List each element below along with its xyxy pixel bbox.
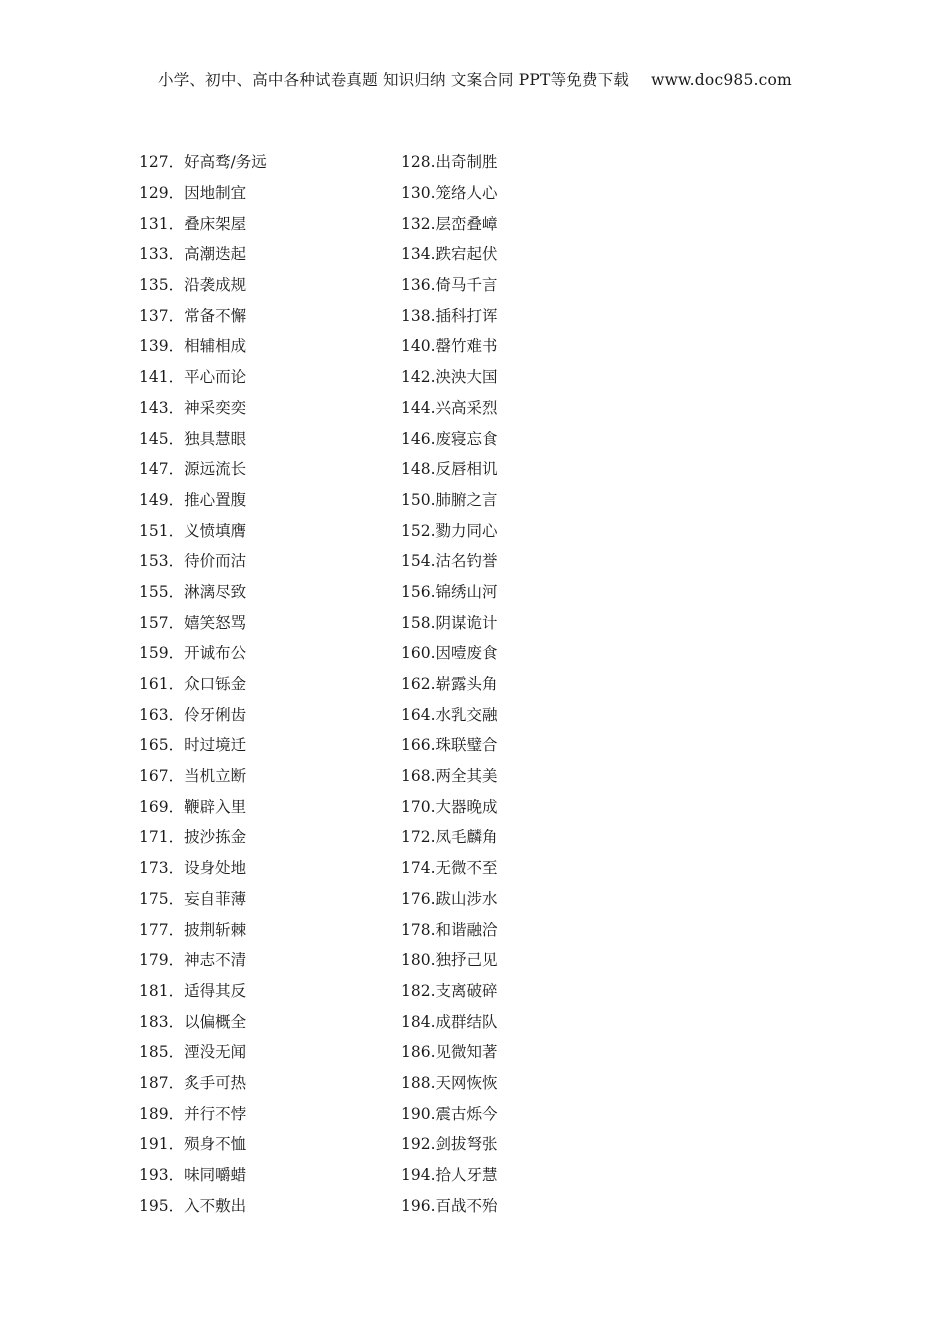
- idiom-left: 137．常备不懈: [139, 306, 247, 325]
- idiom-left: 189．并行不悖: [139, 1104, 247, 1123]
- idiom-right: 194.拾人牙慧: [401, 1166, 498, 1185]
- page-header: [0, 68, 950, 90]
- list-item: [139, 944, 559, 975]
- list-item: [139, 1036, 559, 1067]
- idiom-left: 185．湮没无闻: [139, 1043, 247, 1062]
- idiom-left: 145．独具慧眼: [139, 429, 247, 448]
- list-item: [139, 238, 559, 269]
- idiom-right: 186.见微知著: [401, 1043, 498, 1062]
- idiom-left: 131．叠床架屋: [139, 214, 247, 233]
- list-item: [139, 1189, 559, 1220]
- list-item: [139, 299, 559, 330]
- idiom-right: 172.凤毛麟角: [401, 828, 498, 847]
- idiom-left: 129．因地制宜: [139, 184, 247, 203]
- idiom-left: 193．味同嚼蜡: [139, 1166, 247, 1185]
- idiom-right: 144.兴高采烈: [401, 398, 498, 417]
- list-item: [139, 913, 559, 944]
- idiom-list: [139, 146, 559, 1220]
- idiom-left: 163．伶牙俐齿: [139, 705, 247, 724]
- list-item: [139, 576, 559, 607]
- idiom-right: 178.和谐融洽: [401, 920, 498, 939]
- idiom-right: 152.勠力同心: [401, 521, 498, 540]
- idiom-right: 182.支离破碎: [401, 981, 498, 1000]
- list-item: [139, 1005, 559, 1036]
- list-item: [139, 177, 559, 208]
- idiom-right: 180.独抒己见: [401, 951, 498, 970]
- list-item: [139, 1067, 559, 1098]
- idiom-left: 181．适得其反: [139, 981, 247, 1000]
- idiom-right: 170.大器晚成: [401, 797, 498, 816]
- idiom-right: 138.插科打诨: [401, 306, 498, 325]
- idiom-left: 171．披沙拣金: [139, 828, 247, 847]
- idiom-right: 146.废寝忘食: [401, 429, 498, 448]
- idiom-right: 130.笼络人心: [401, 184, 498, 203]
- idiom-left: 179．神志不清: [139, 951, 247, 970]
- list-item: [139, 422, 559, 453]
- list-item: [139, 1097, 559, 1128]
- idiom-left: 147．源远流长: [139, 460, 247, 479]
- list-item: [139, 668, 559, 699]
- idiom-left: 167．当机立断: [139, 767, 247, 786]
- idiom-right: 128.出奇制胜: [401, 153, 498, 172]
- idiom-right: 132.层峦叠嶂: [401, 214, 498, 233]
- idiom-right: 156.锦绣山河: [401, 582, 498, 601]
- list-item: [139, 269, 559, 300]
- idiom-right: 162.崭露头角: [401, 675, 498, 694]
- idiom-right: 174.无微不至: [401, 859, 498, 878]
- idiom-left: 173．设身处地: [139, 859, 247, 878]
- list-item: [139, 545, 559, 576]
- idiom-right: 140.罄竹难书: [401, 337, 498, 356]
- idiom-right: 168.两全其美: [401, 767, 498, 786]
- idiom-left: 157．嬉笑怒骂: [139, 613, 247, 632]
- idiom-right: 164.水乳交融: [401, 705, 498, 724]
- idiom-right: 150.肺腑之言: [401, 490, 498, 509]
- list-item: [139, 606, 559, 637]
- list-item: [139, 790, 559, 821]
- header-text: 小学、初中、高中各种试卷真题 知识归纳 文案合同 PPT等免费下载: [158, 71, 630, 89]
- list-item: [139, 207, 559, 238]
- idiom-left: 165．时过境迁: [139, 736, 247, 755]
- idiom-left: 191．殒身不恤: [139, 1135, 247, 1154]
- idiom-left: 153．待价而沽: [139, 552, 247, 571]
- idiom-right: 166.珠联璧合: [401, 736, 498, 755]
- list-item: [139, 760, 559, 791]
- idiom-left: 169．鞭辟入里: [139, 797, 247, 816]
- idiom-right: 134.跌宕起伏: [401, 245, 498, 264]
- list-item: [139, 637, 559, 668]
- list-item: [139, 484, 559, 515]
- idiom-right: 158.阴谋诡计: [401, 613, 498, 632]
- list-item: [139, 975, 559, 1006]
- idiom-left: 135．沿袭成规: [139, 276, 247, 295]
- idiom-right: 154.沽名钓誉: [401, 552, 498, 571]
- idiom-left: 139．相辅相成: [139, 337, 247, 356]
- idiom-right: 142.泱泱大国: [401, 368, 498, 387]
- idiom-right: 196.百战不殆: [401, 1196, 498, 1215]
- list-item: [139, 514, 559, 545]
- list-item: [139, 146, 559, 177]
- idiom-left: 175．妄自菲薄: [139, 889, 247, 908]
- list-item: [139, 883, 559, 914]
- idiom-left: 127．好高骛/务远: [139, 153, 267, 172]
- list-item: [139, 729, 559, 760]
- idiom-left: 161．众口铄金: [139, 675, 247, 694]
- list-item: [139, 361, 559, 392]
- list-item: [139, 852, 559, 883]
- idiom-left: 133．高潮迭起: [139, 245, 247, 264]
- list-item: [139, 698, 559, 729]
- idiom-left: 183．以偏概全: [139, 1012, 247, 1031]
- idiom-left: 149．推心置腹: [139, 490, 247, 509]
- idiom-right: 190.震古烁今: [401, 1104, 498, 1123]
- list-item: [139, 1128, 559, 1159]
- list-item: [139, 1159, 559, 1190]
- idiom-right: 136.倚马千言: [401, 276, 498, 295]
- idiom-left: 155．淋漓尽致: [139, 582, 247, 601]
- list-item: [139, 453, 559, 484]
- idiom-left: 177．披荆斩棘: [139, 920, 247, 939]
- idiom-left: 141．平心而论: [139, 368, 247, 387]
- idiom-left: 195．入不敷出: [139, 1196, 247, 1215]
- idiom-left: 143．神采奕奕: [139, 398, 247, 417]
- idiom-left: 151．义愤填膺: [139, 521, 247, 540]
- idiom-right: 192.剑拔弩张: [401, 1135, 498, 1154]
- idiom-right: 148.反唇相讥: [401, 460, 498, 479]
- idiom-left: 159．开诚布公: [139, 644, 247, 663]
- list-item: [139, 330, 559, 361]
- list-item: [139, 821, 559, 852]
- idiom-right: 176.跋山涉水: [401, 889, 498, 908]
- list-item: [139, 392, 559, 423]
- idiom-right: 188.天网恢恢: [401, 1073, 498, 1092]
- idiom-left: 187．炙手可热: [139, 1073, 247, 1092]
- idiom-right: 184.成群结队: [401, 1012, 498, 1031]
- header-site-link[interactable]: www.doc985.com: [651, 71, 792, 89]
- idiom-right: 160.因噎废食: [401, 644, 498, 663]
